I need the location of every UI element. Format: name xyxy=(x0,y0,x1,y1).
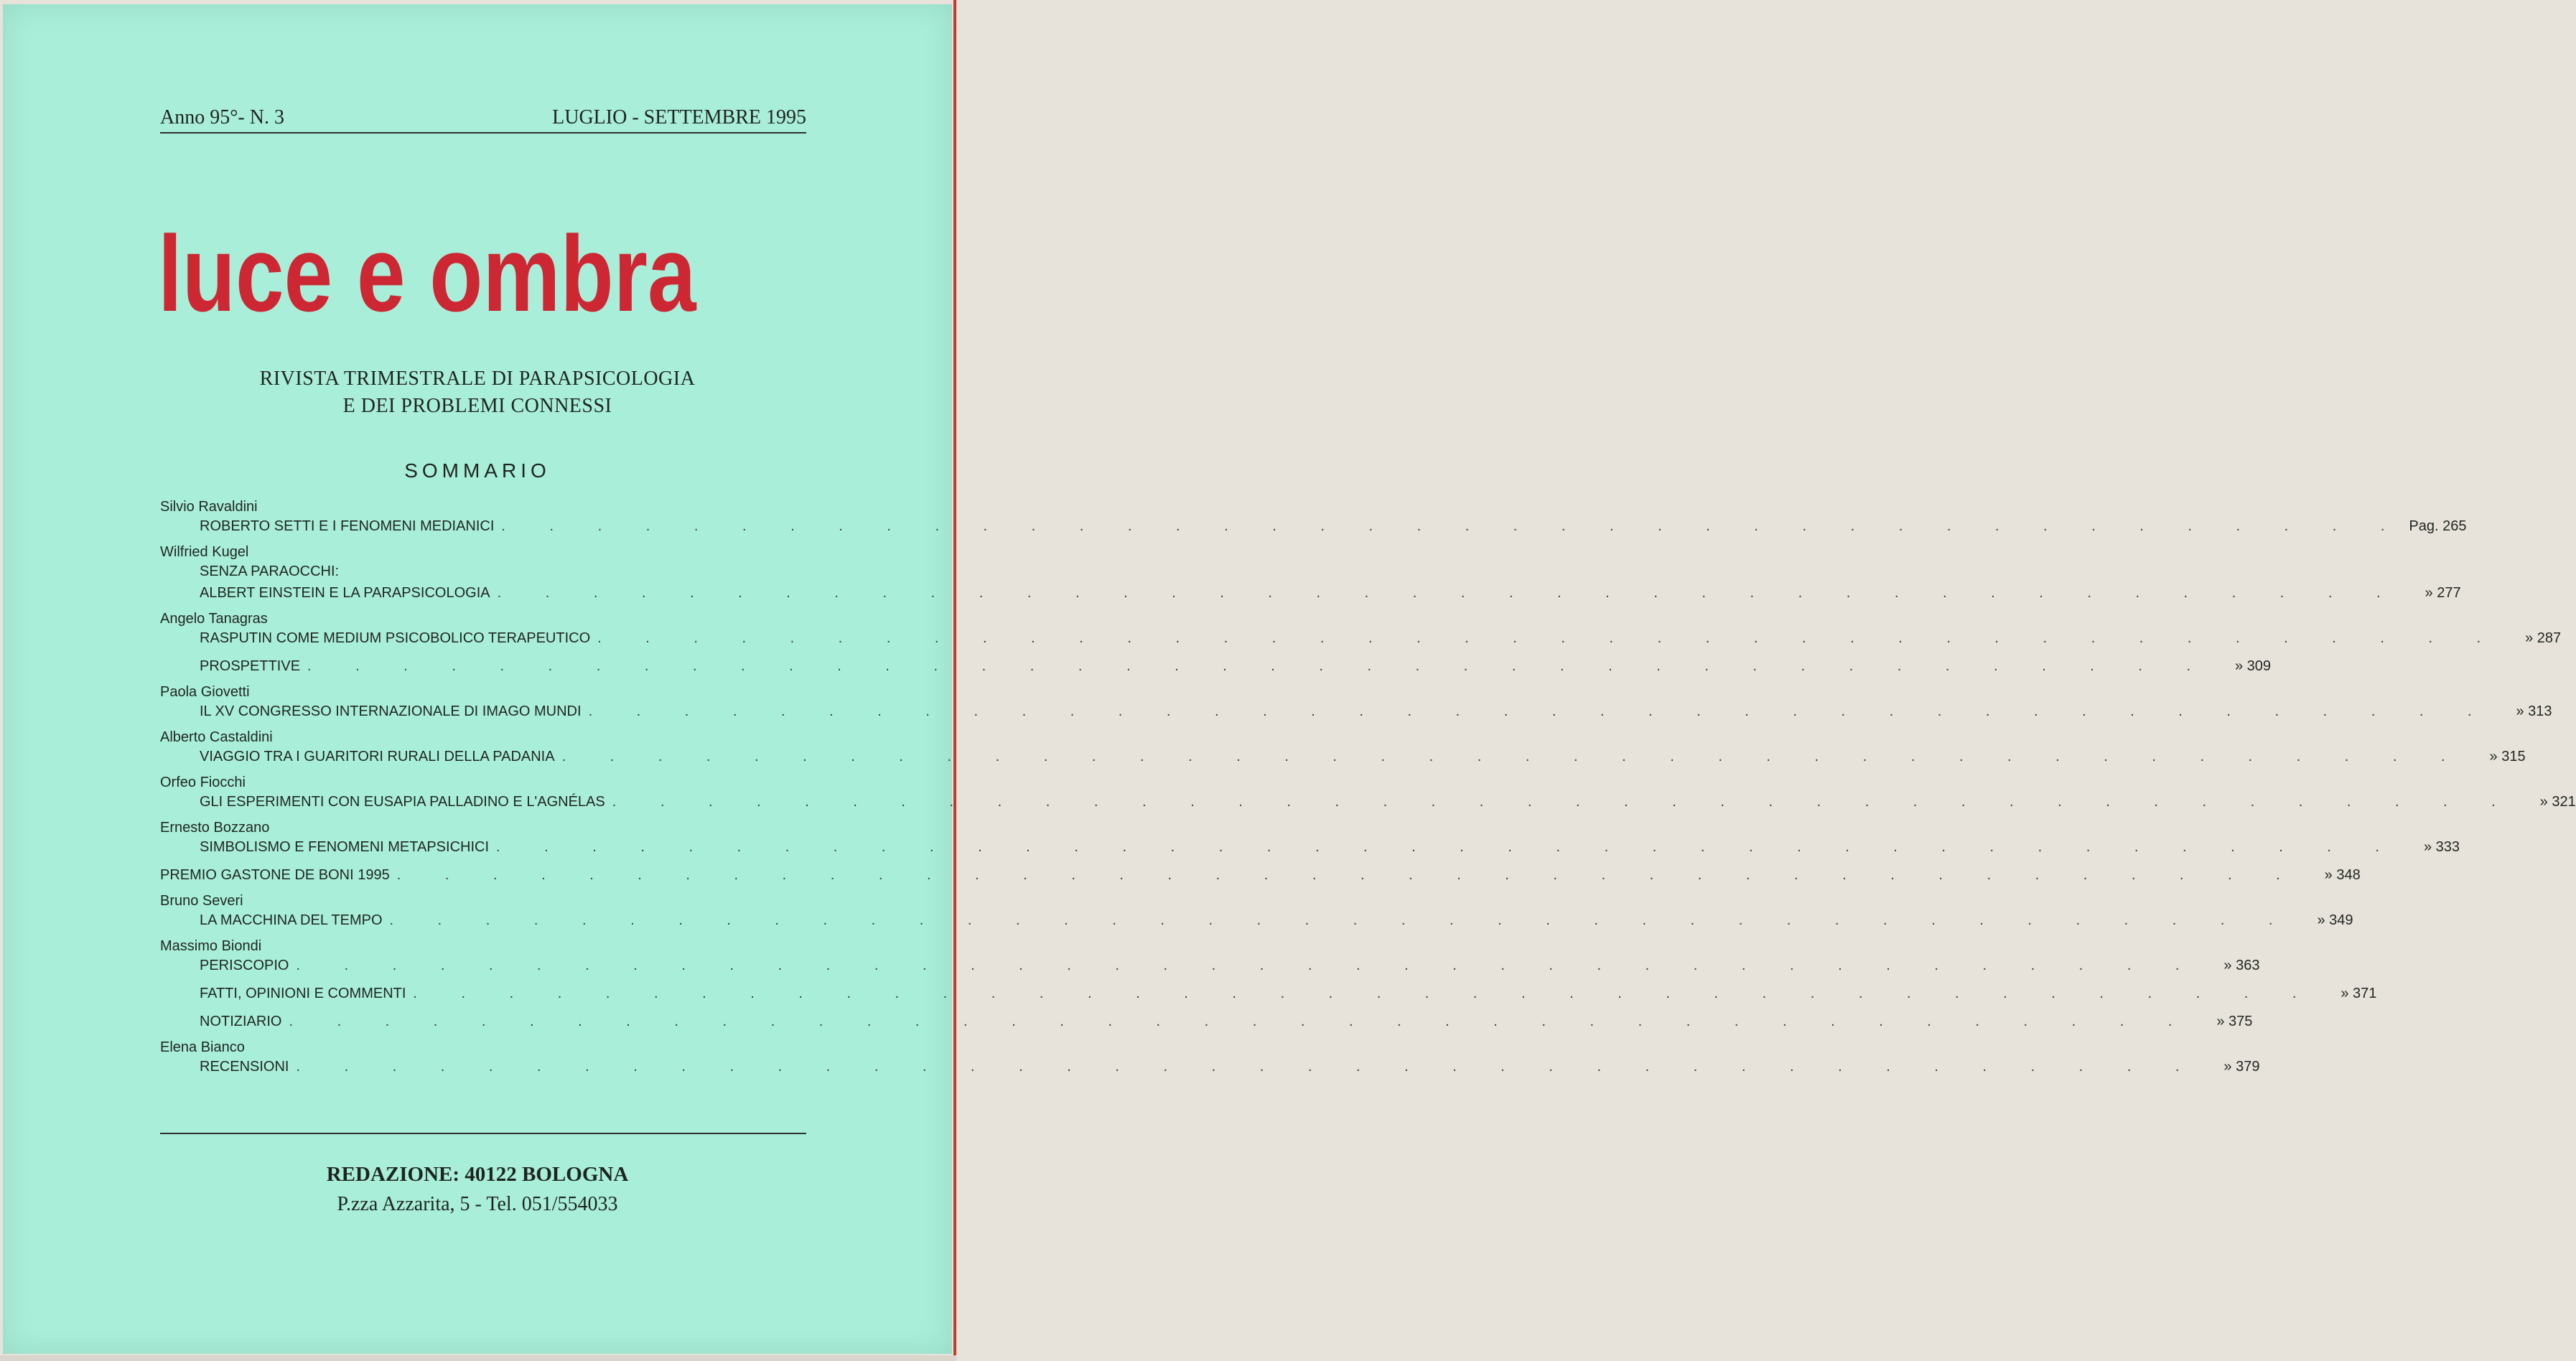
toc-title: SIMBOLISMO E FENOMENI METAPSICHICI xyxy=(200,839,490,855)
issue-header xyxy=(160,106,806,135)
toc-title: ALBERT EINSTEIN E LA PARAPSICOLOGIA xyxy=(200,585,490,601)
toc-line xyxy=(160,955,2260,976)
toc-entry xyxy=(160,498,2467,537)
toc-entry xyxy=(160,864,2361,886)
table-of-contents xyxy=(160,498,2576,1084)
toc-line xyxy=(160,561,806,582)
toc-line xyxy=(160,655,2272,677)
subtitle-line-2: E DEI PROBLEMI CONNESSI xyxy=(342,395,612,417)
toc-title: LA MACCHINA DEL TEMPO xyxy=(200,912,383,928)
toc-line xyxy=(160,582,2461,604)
toc-page-number: » 309 xyxy=(2234,658,2272,674)
toc-leader-dots: . . . . . . . . . . . . . . . . . . . . . . . . . . . . . . . . . . . . . . . . xyxy=(496,839,2399,855)
toc-leader-dots: . . . . . . . . . . . . . . . . . . . . . . . . . . . . . . . . . . . . . . . . xyxy=(497,585,2401,601)
toc-line xyxy=(160,701,2552,722)
toc-title: FATTI, OPINIONI E COMMENTI xyxy=(200,986,406,1001)
toc-line xyxy=(160,746,2526,767)
toc-leader-dots: . . . . . . . . . . . . . . . . . . . . . . . . . . . . . . . . . . . . . . . . xyxy=(588,703,2492,719)
toc-author: Paola Giovetti xyxy=(160,684,250,700)
toc-author: Elena Bianco xyxy=(160,1039,245,1055)
subtitle-line-1: RIVISTA TRIMESTRALE DI PARAPSICOLOGIA xyxy=(259,368,696,390)
toc-title: PERISCOPIO xyxy=(200,958,289,973)
toc-line xyxy=(160,983,2377,1004)
toc-page-number: » 375 xyxy=(2216,1014,2253,1029)
toc-leader-dots: . . . . . . . . . . . . . . . . . . . . . . . . . . . . . . . . . . . . . . . . xyxy=(413,986,2317,1001)
toc-page-number: » 379 xyxy=(2223,1059,2260,1075)
page-edge xyxy=(0,1355,956,1361)
toc-author: Alberto Castaldini xyxy=(160,729,273,745)
toc-entry xyxy=(160,1011,2253,1032)
toc-entry xyxy=(160,610,2562,649)
toc-page-number: Pag. 265 xyxy=(2409,518,2467,534)
toc-entry xyxy=(160,819,2460,858)
toc-title: SENZA PARAOCCHI: xyxy=(200,563,340,579)
toc-page-number: » 321 xyxy=(2539,794,2576,810)
toc-leader-dots: . . . . . . . . . . . . . . . . . . . . . . . . . . . . . . . . . . . . . . . . xyxy=(296,1059,2200,1075)
toc-entry xyxy=(160,892,2353,931)
toc-leader-dots: . . . . . . . . . . . . . . . . . . . . . . . . . . . . . . . . . . . . . . . . xyxy=(289,1014,2193,1029)
toc-author: Angelo Tanagras xyxy=(160,611,268,627)
toc-leader-dots: . . . . . . . . . . . . . . . . . . . . . . . . . . . . . . . . . . . . . . . . xyxy=(296,958,2200,973)
toc-line xyxy=(160,791,2576,813)
toc-title: IL XV CONGRESSO INTERNAZIONALE DI IMAGO MUNDI xyxy=(200,703,582,719)
toc-author: Bruno Severi xyxy=(160,893,243,909)
toc-leader-dots: . . . . . . . . . . . . . . . . . . . . . . . . . . . . . . . . . . . . . . . . xyxy=(501,518,2405,534)
toc-leader-dots: . . . . . . . . . . . . . . . . . . . . . . . . . . . . . . . . . . . . . . . . xyxy=(307,658,2211,674)
footer-rule xyxy=(160,1133,806,1134)
header-rule xyxy=(160,132,806,134)
toc-entry xyxy=(160,937,2260,976)
toc-page-number: » 287 xyxy=(2525,630,2562,646)
magazine-title: luce e ombra xyxy=(158,213,696,334)
toc-page-number: » 315 xyxy=(2489,749,2526,764)
toc-line xyxy=(160,515,2467,537)
toc-leader-dots: . . . . . . . . . . . . . . . . . . . . . . . . . . . . . . . . . . . . . . . . xyxy=(597,630,2501,646)
toc-line xyxy=(160,836,2460,858)
toc-author: Silvio Ravaldini xyxy=(160,499,258,515)
toc-title: NOTIZIARIO xyxy=(200,1014,282,1029)
toc-page-number: » 363 xyxy=(2223,958,2260,973)
toc-title: VIAGGIO TRA I GUARITORI RURALI DELLA PADANIA xyxy=(200,749,555,764)
toc-page-number: » 277 xyxy=(2425,585,2461,601)
toc-line xyxy=(160,864,2361,886)
toc-line xyxy=(160,1056,2260,1077)
toc-entry xyxy=(160,1039,2260,1077)
toc-line xyxy=(160,627,2562,649)
toc-title: RASPUTIN COME MEDIUM PSICOBOLICO TERAPEUTICO xyxy=(200,630,591,646)
magazine-cover xyxy=(3,4,2576,1354)
toc-leader-dots: . . . . . . . . . . . . . . . . . . . . . . . . . . . . . . . . . . . . . . . . xyxy=(396,867,2300,883)
editorial-office: REDAZIONE: 40122 BOLOGNA xyxy=(326,1163,629,1186)
toc-author: Ernesto Bozzano xyxy=(160,820,270,836)
toc-title: PREMIO GASTONE DE BONI 1995 xyxy=(160,867,390,883)
toc-author: Massimo Biondi xyxy=(160,938,262,954)
toc-author: Wilfried Kugel xyxy=(160,544,249,560)
toc-leader-dots: . . . . . . . . . . . . . . . . . . . . . . . . . . . . . . . . . . . . . . . . xyxy=(389,912,2293,928)
issue-period: LUGLIO - SETTEMBRE 1995 xyxy=(552,106,806,128)
toc-entry xyxy=(160,543,2461,604)
cover-edge xyxy=(953,0,956,1361)
toc-page-number: » 313 xyxy=(2516,703,2552,719)
editorial-address: P.zza Azzarita, 5 - Tel. 051/554033 xyxy=(337,1193,618,1215)
toc-page-number: » 348 xyxy=(2324,867,2361,883)
toc-page-number: » 349 xyxy=(2317,912,2353,928)
toc-line xyxy=(160,1011,2253,1032)
toc-author: Orfeo Fiocchi xyxy=(160,775,246,790)
contents-heading: SOMMARIO xyxy=(404,459,551,482)
toc-title: GLI ESPERIMENTI CON EUSAPIA PALLADINO E L'AGNÉLAS xyxy=(200,794,605,810)
toc-entry xyxy=(160,729,2526,767)
toc-title: RECENSIONI xyxy=(200,1059,289,1075)
toc-title: ROBERTO SETTI E I FENOMENI MEDIANICI xyxy=(200,518,495,534)
toc-page-number: » 371 xyxy=(2341,986,2377,1001)
toc-leader-dots: . . . . . . . . . . . . . . . . . . . . . . . . . . . . . . . . . . . . . . . . xyxy=(612,794,2516,810)
toc-leader-dots: . . . . . . . . . . . . . . . . . . . . . . . . . . . . . . . . . . . . . . . . xyxy=(561,749,2465,764)
toc-title: PROSPETTIVE xyxy=(200,658,301,674)
toc-entry xyxy=(160,983,2377,1004)
toc-entry xyxy=(160,774,2576,813)
toc-entry xyxy=(160,683,2552,722)
toc-entry xyxy=(160,655,2272,677)
toc-page-number: » 333 xyxy=(2423,839,2460,855)
issue-number: Anno 95°- N. 3 xyxy=(160,106,284,128)
toc-line xyxy=(160,909,2353,931)
